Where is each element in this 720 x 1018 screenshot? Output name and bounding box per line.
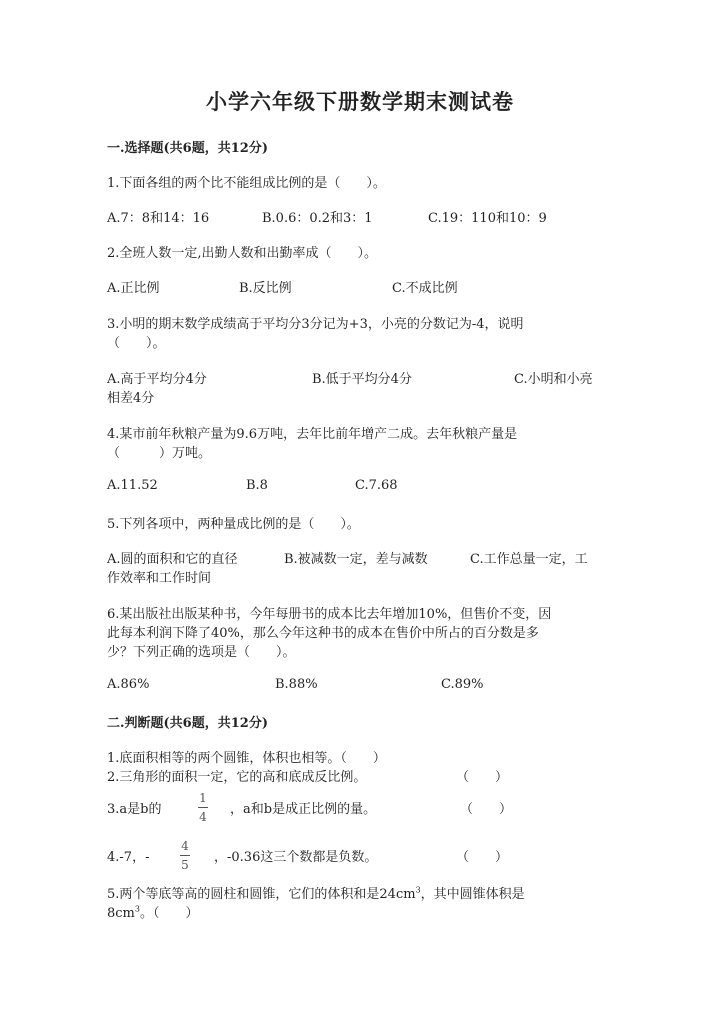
judge-question-5-line1 <box>107 883 525 902</box>
question-4-stem-line1: 4.某市前年秋粮产量为9.6万吨，去年比前年增产二成。去年秋粮产量是 <box>107 427 518 442</box>
judge-question-1: 1.底面积相等的两个圆锥，体积也相等。（ ） <box>107 751 386 766</box>
question-3-option-c-cont: 相差4分 <box>107 391 155 406</box>
question-6-stem-line2: 此每本利润下降了40%，那么今年这种书的成本在售价中所占的百分数是多 <box>107 626 539 641</box>
question-2-option-c: C.不成比例 <box>392 281 458 296</box>
judge-question-4-post: ，-0.36这三个数都是负数。 <box>214 850 378 865</box>
judge-question-3-paren: （ ） <box>460 802 513 817</box>
question-1-option-c: C.19：110和10：9 <box>428 211 547 226</box>
judge-question-3-post: ，a和b是成正比例的量。 <box>230 802 377 817</box>
judge-question-4-pre: 4.-7，- <box>107 850 150 865</box>
question-6-stem-line1: 6.某出版社出版某种书，今年每册书的成本比去年增加10%，但售价不变，因 <box>107 607 552 622</box>
question-5-option-c: C.工作总量一定，工 <box>470 552 588 567</box>
question-3-option-c: C.小明和小亮 <box>514 372 593 387</box>
fraction-one-quarter <box>198 791 208 824</box>
judge-question-4-paren: （ ） <box>456 850 509 865</box>
question-2-option-b: B.反比例 <box>239 281 292 296</box>
question-3-option-b: B.低于平均分4分 <box>312 372 412 387</box>
section-heading-judge: 二.判断题(共6题，共12分) <box>107 716 268 731</box>
judge-question-3-pre: 3.a是b的 <box>107 802 162 817</box>
judge-question-5-line1-a: 5.两个等底等高的圆柱和圆锥，它们的体积和是24cm <box>107 887 416 902</box>
judge-question-2-text: 2.三角形的面积一定，它的高和底成反比例。 <box>107 770 367 785</box>
question-6-option-a: A.86% <box>107 677 150 692</box>
fraction-bar <box>198 807 208 808</box>
question-4-option-a: A.11.52 <box>107 478 158 493</box>
question-5-option-c-cont: 作效率和工作时间 <box>107 571 212 586</box>
question-1-option-b: B.0.6：0.2和3：1 <box>262 211 373 226</box>
question-4-option-c: C.7.68 <box>355 478 398 493</box>
question-1-stem: 1.下面各组的两个比不能组成比例的是（ ）。 <box>107 176 386 191</box>
cubic-superscript: 3 <box>415 885 421 895</box>
fraction-numerator: 4 <box>181 839 189 853</box>
judge-question-5-line2 <box>107 902 199 921</box>
question-3-stem-line1: 3.小明的期末数学成绩高于平均分3分记为+3，小亮的分数记为-4，说明 <box>107 317 524 332</box>
fraction-bar <box>180 855 190 856</box>
page-title: 小学六年级下册数学期末测试卷 <box>206 89 514 114</box>
question-2-stem: 2.全班人数一定,出勤人数和出勤率成（ ）。 <box>107 246 378 261</box>
question-6-option-b: B.88% <box>275 677 318 692</box>
section-heading-choice: 一.选择题(共6题，共12分) <box>107 141 268 156</box>
fraction-denominator: 5 <box>181 858 189 872</box>
fraction-denominator: 4 <box>199 810 207 824</box>
question-6-stem-line3: 少？下列正确的选项是（ ）。 <box>107 645 296 660</box>
question-3-option-a: A.高于平均分4分 <box>107 372 207 387</box>
cubic-superscript: 3 <box>134 904 140 914</box>
question-5-option-a: A.圆的面积和它的直径 <box>107 552 238 567</box>
judge-question-5-line1-b: ，其中圆锥体积是 <box>420 887 525 902</box>
question-3-stem-line2: （ ）。 <box>107 336 166 351</box>
question-4-stem-line2: （ ）万吨。 <box>107 446 212 461</box>
judge-question-5-line2-a: 8cm <box>107 906 135 921</box>
question-5-option-b: B.被减数一定，差与减数 <box>284 552 428 567</box>
question-2-option-a: A.正比例 <box>107 281 160 296</box>
judge-question-2-paren: （ ） <box>456 770 509 785</box>
question-1-option-a: A.7：8和14：16 <box>107 211 210 226</box>
question-5-stem: 5.下列各项中，两种量成比例的是（ ）。 <box>107 517 360 532</box>
fraction-four-fifths <box>180 839 190 872</box>
judge-question-5-line2-b: 。（ ） <box>139 906 199 921</box>
question-4-option-b: B.8 <box>246 478 268 493</box>
fraction-numerator: 1 <box>199 791 207 805</box>
question-6-option-c: C.89% <box>441 677 484 692</box>
